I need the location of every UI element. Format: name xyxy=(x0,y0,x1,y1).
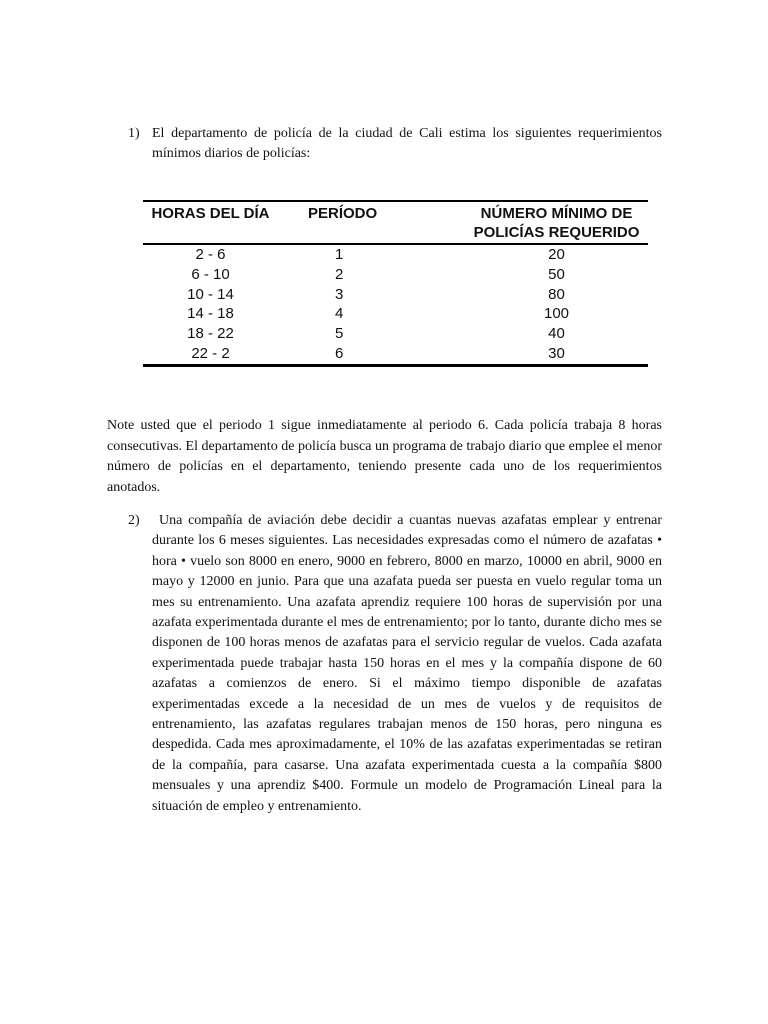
question-1 xyxy=(128,124,662,164)
table-row xyxy=(143,265,648,285)
table-row xyxy=(143,244,648,265)
question-2-text: Una compañía de aviación debe decidir a cuantas nuevas azafatas emplear y entrenar durante los 6 meses siguientes. Las necesidades expresadas como el número de azafatas • hora • vuelo son 8000 en enero, 9000 en febrero, 8000 en marzo, 10000 en abril, 9000 en mayo y 12000 en junio. Para que una azafata pueda ser puesta en vuelo regular toma un mes su entrenamiento. Una azafata aprendiz requiere 100 horas de supervisión por una azafata experimentada durante el mes de entrenamiento; por lo tanto, durante dicho mes se disponen de 100 horas menos de azafatas para el servicio regular de vuelos. Cada azafata experimentada puede trabajar hasta 150 horas en el mes y la compañía dispone de 60 azafatas a comienzos de enero. Si el máximo tiempo disponible de azafatas experimentadas excede a la necesidad de un mes de vuelos y de requisitos de entrenamiento, las azafatas regulares trabajan menos de 150 horas, pero ninguna es despedida. Cada mes aproximadamente, el 10% de las azafatas experimentadas se retiran de la compañía, para casarse. Una azafata experimentada cuesta a la compañía $800 mensuales y una aprendiz $400. Formule un modelo de Programación Lineal para la situación de empleo y entrenamiento. xyxy=(152,513,662,814)
header-period: PERÍODO xyxy=(308,205,378,222)
cell-period: 1 xyxy=(335,246,344,263)
cell-hours: 18 - 22 xyxy=(187,325,234,343)
table-row xyxy=(143,304,648,324)
police-requirements-table xyxy=(143,200,648,367)
table-row xyxy=(143,344,648,365)
cell-hours: 10 - 14 xyxy=(187,285,234,303)
cell-hours: 6 - 10 xyxy=(191,265,230,283)
cell-period: 6 xyxy=(335,344,344,362)
cell-period: 2 xyxy=(335,265,344,283)
table-row xyxy=(143,285,648,305)
cell-minimum: 30 xyxy=(548,344,565,362)
cell-minimum: 80 xyxy=(548,285,565,303)
table-body xyxy=(143,244,648,365)
table-header-row xyxy=(143,201,648,244)
header-minimum: NÚMERO MÍNIMO DE POLICÍAS REQUERIDO xyxy=(473,205,640,241)
table-row xyxy=(143,324,648,344)
cell-hours: 2 - 6 xyxy=(195,246,226,263)
question-2 xyxy=(128,511,662,817)
cell-period: 3 xyxy=(335,285,344,303)
question-2-number: 2) xyxy=(128,513,140,528)
cell-hours: 14 - 18 xyxy=(187,305,234,323)
question-1-text: El departamento de policía de la ciudad de Cali estima los siguientes requerimientos mínimos diarios de policías: xyxy=(152,126,662,161)
note-paragraph: Note usted que el periodo 1 sigue inmediatamente al periodo 6. Cada policía trabaja 8 horas consecutivas. El departamento de policía busca un programa de trabajo diario que emplee el menor número de policías en el departamento, teniendo presente cada uno de los requerimientos anotados. xyxy=(107,418,662,495)
cell-period: 5 xyxy=(335,325,344,343)
header-hours: HORAS DEL DÍA xyxy=(151,205,270,222)
cell-minimum: 40 xyxy=(548,325,565,343)
cell-minimum: 20 xyxy=(548,246,565,263)
cell-minimum: 100 xyxy=(543,305,570,323)
cell-minimum: 50 xyxy=(548,265,565,283)
question-1-number: 1) xyxy=(128,126,140,141)
cell-period: 4 xyxy=(335,305,344,323)
cell-hours: 22 - 2 xyxy=(191,344,230,362)
